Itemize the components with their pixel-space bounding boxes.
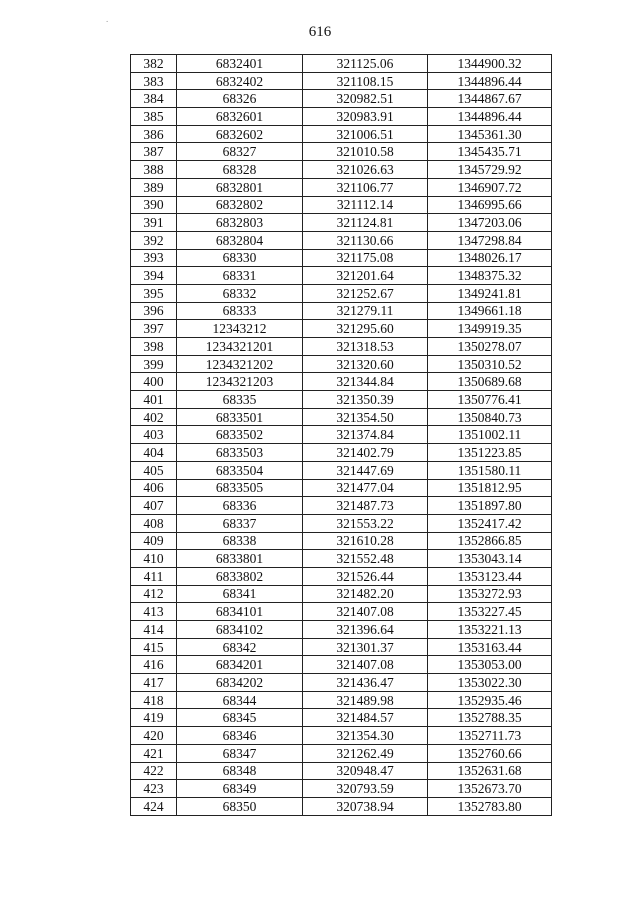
x-coordinate-cell: 321526.44	[303, 567, 428, 585]
row-index-cell: 386	[131, 125, 177, 143]
x-coordinate-cell: 321350.39	[303, 391, 428, 409]
y-coordinate-cell: 1351812.95	[428, 479, 552, 497]
row-index-cell: 424	[131, 797, 177, 815]
point-id-cell: 6833504	[177, 461, 303, 479]
point-id-cell: 68331	[177, 267, 303, 285]
x-coordinate-cell: 320983.91	[303, 108, 428, 126]
y-coordinate-cell: 1348375.32	[428, 267, 552, 285]
row-index-cell: 400	[131, 373, 177, 391]
table-row	[131, 391, 552, 409]
y-coordinate-cell: 1353221.13	[428, 621, 552, 639]
x-coordinate-cell: 321396.64	[303, 621, 428, 639]
x-coordinate-cell: 321175.08	[303, 249, 428, 267]
point-id-cell: 68330	[177, 249, 303, 267]
x-coordinate-cell: 321477.04	[303, 479, 428, 497]
y-coordinate-cell: 1353053.00	[428, 656, 552, 674]
x-coordinate-cell: 321006.51	[303, 125, 428, 143]
table-body	[131, 55, 552, 816]
row-index-cell: 393	[131, 249, 177, 267]
table-row	[131, 585, 552, 603]
x-coordinate-cell: 321484.57	[303, 709, 428, 727]
table-row	[131, 567, 552, 585]
table-row	[131, 656, 552, 674]
row-index-cell: 416	[131, 656, 177, 674]
point-id-cell: 6833801	[177, 550, 303, 568]
point-id-cell: 6834201	[177, 656, 303, 674]
x-coordinate-cell: 320948.47	[303, 762, 428, 780]
y-coordinate-cell: 1352417.42	[428, 514, 552, 532]
row-index-cell: 422	[131, 762, 177, 780]
table-row	[131, 178, 552, 196]
point-id-cell: 68349	[177, 780, 303, 798]
point-id-cell: 1234321201	[177, 338, 303, 356]
row-index-cell: 417	[131, 674, 177, 692]
y-coordinate-cell: 1351002.11	[428, 426, 552, 444]
point-id-cell: 1234321202	[177, 355, 303, 373]
table-row	[131, 497, 552, 515]
y-coordinate-cell: 1352783.80	[428, 797, 552, 815]
x-coordinate-cell: 320982.51	[303, 90, 428, 108]
point-id-cell: 68341	[177, 585, 303, 603]
x-coordinate-cell: 321010.58	[303, 143, 428, 161]
table-row	[131, 161, 552, 179]
table-row	[131, 797, 552, 815]
row-index-cell: 392	[131, 231, 177, 249]
row-index-cell: 415	[131, 638, 177, 656]
coordinates-table	[130, 54, 552, 816]
table-row	[131, 621, 552, 639]
table-row	[131, 638, 552, 656]
x-coordinate-cell: 321344.84	[303, 373, 428, 391]
x-coordinate-cell: 321252.67	[303, 284, 428, 302]
point-id-cell: 6832401	[177, 55, 303, 73]
x-coordinate-cell: 321552.48	[303, 550, 428, 568]
point-id-cell: 68327	[177, 143, 303, 161]
row-index-cell: 398	[131, 338, 177, 356]
y-coordinate-cell: 1345435.71	[428, 143, 552, 161]
row-index-cell: 403	[131, 426, 177, 444]
table-row	[131, 532, 552, 550]
x-coordinate-cell: 321201.64	[303, 267, 428, 285]
point-id-cell: 6833502	[177, 426, 303, 444]
row-index-cell: 387	[131, 143, 177, 161]
y-coordinate-cell: 1353272.93	[428, 585, 552, 603]
y-coordinate-cell: 1349919.35	[428, 320, 552, 338]
row-index-cell: 385	[131, 108, 177, 126]
x-coordinate-cell: 321354.30	[303, 727, 428, 745]
y-coordinate-cell: 1344867.67	[428, 90, 552, 108]
y-coordinate-cell: 1351223.85	[428, 444, 552, 462]
x-coordinate-cell: 321374.84	[303, 426, 428, 444]
table-row	[131, 408, 552, 426]
y-coordinate-cell: 1350840.73	[428, 408, 552, 426]
x-coordinate-cell: 321354.50	[303, 408, 428, 426]
y-coordinate-cell: 1350689.68	[428, 373, 552, 391]
y-coordinate-cell: 1352866.85	[428, 532, 552, 550]
point-id-cell: 6832402	[177, 72, 303, 90]
row-index-cell: 384	[131, 90, 177, 108]
point-id-cell: 68337	[177, 514, 303, 532]
row-index-cell: 401	[131, 391, 177, 409]
x-coordinate-cell: 321318.53	[303, 338, 428, 356]
y-coordinate-cell: 1352935.46	[428, 691, 552, 709]
row-index-cell: 404	[131, 444, 177, 462]
row-index-cell: 382	[131, 55, 177, 73]
row-index-cell: 421	[131, 744, 177, 762]
point-id-cell: 68342	[177, 638, 303, 656]
table-row	[131, 214, 552, 232]
x-coordinate-cell: 321487.73	[303, 497, 428, 515]
y-coordinate-cell: 1348026.17	[428, 249, 552, 267]
table-row	[131, 780, 552, 798]
row-index-cell: 423	[131, 780, 177, 798]
table-row	[131, 284, 552, 302]
x-coordinate-cell: 321112.14	[303, 196, 428, 214]
y-coordinate-cell: 1353163.44	[428, 638, 552, 656]
x-coordinate-cell: 321320.60	[303, 355, 428, 373]
row-index-cell: 418	[131, 691, 177, 709]
table-row	[131, 355, 552, 373]
y-coordinate-cell: 1346995.66	[428, 196, 552, 214]
row-index-cell: 391	[131, 214, 177, 232]
x-coordinate-cell: 321482.20	[303, 585, 428, 603]
table-row	[131, 143, 552, 161]
y-coordinate-cell: 1352673.70	[428, 780, 552, 798]
point-id-cell: 68350	[177, 797, 303, 815]
y-coordinate-cell: 1347203.06	[428, 214, 552, 232]
x-coordinate-cell: 321447.69	[303, 461, 428, 479]
x-coordinate-cell: 321279.11	[303, 302, 428, 320]
table-row	[131, 762, 552, 780]
y-coordinate-cell: 1351580.11	[428, 461, 552, 479]
y-coordinate-cell: 1349661.18	[428, 302, 552, 320]
row-index-cell: 396	[131, 302, 177, 320]
x-coordinate-cell: 320738.94	[303, 797, 428, 815]
point-id-cell: 6832803	[177, 214, 303, 232]
row-index-cell: 394	[131, 267, 177, 285]
row-index-cell: 413	[131, 603, 177, 621]
table-row	[131, 125, 552, 143]
point-id-cell: 6832602	[177, 125, 303, 143]
point-id-cell: 68347	[177, 744, 303, 762]
row-index-cell: 383	[131, 72, 177, 90]
point-id-cell: 68345	[177, 709, 303, 727]
point-id-cell: 6832804	[177, 231, 303, 249]
row-index-cell: 397	[131, 320, 177, 338]
page-number: 616	[308, 24, 332, 40]
table-row	[131, 373, 552, 391]
table-row	[131, 550, 552, 568]
x-coordinate-cell: 320793.59	[303, 780, 428, 798]
x-coordinate-cell: 321125.06	[303, 55, 428, 73]
point-id-cell: 6832801	[177, 178, 303, 196]
table-row	[131, 231, 552, 249]
y-coordinate-cell: 1351897.80	[428, 497, 552, 515]
y-coordinate-cell: 1350310.52	[428, 355, 552, 373]
row-index-cell: 405	[131, 461, 177, 479]
y-coordinate-cell: 1352788.35	[428, 709, 552, 727]
x-coordinate-cell: 321026.63	[303, 161, 428, 179]
x-coordinate-cell: 321489.98	[303, 691, 428, 709]
row-index-cell: 411	[131, 567, 177, 585]
y-coordinate-cell: 1350776.41	[428, 391, 552, 409]
row-index-cell: 389	[131, 178, 177, 196]
y-coordinate-cell: 1346907.72	[428, 178, 552, 196]
table-row	[131, 196, 552, 214]
row-index-cell: 410	[131, 550, 177, 568]
y-coordinate-cell: 1344900.32	[428, 55, 552, 73]
table-row	[131, 108, 552, 126]
table-row	[131, 426, 552, 444]
point-id-cell: 12343212	[177, 320, 303, 338]
y-coordinate-cell: 1353043.14	[428, 550, 552, 568]
row-index-cell: 409	[131, 532, 177, 550]
y-coordinate-cell: 1345729.92	[428, 161, 552, 179]
table-row	[131, 267, 552, 285]
y-coordinate-cell: 1345361.30	[428, 125, 552, 143]
point-id-cell: 6832601	[177, 108, 303, 126]
x-coordinate-cell: 321402.79	[303, 444, 428, 462]
y-coordinate-cell: 1349241.81	[428, 284, 552, 302]
y-coordinate-cell: 1352711.73	[428, 727, 552, 745]
point-id-cell: 68335	[177, 391, 303, 409]
row-index-cell: 395	[131, 284, 177, 302]
table-row	[131, 709, 552, 727]
x-coordinate-cell: 321295.60	[303, 320, 428, 338]
y-coordinate-cell: 1352631.68	[428, 762, 552, 780]
table-row	[131, 320, 552, 338]
point-id-cell: 6834202	[177, 674, 303, 692]
point-id-cell: 68346	[177, 727, 303, 745]
y-coordinate-cell: 1353123.44	[428, 567, 552, 585]
point-id-cell: 68333	[177, 302, 303, 320]
y-coordinate-cell: 1352760.66	[428, 744, 552, 762]
row-index-cell: 402	[131, 408, 177, 426]
table-row	[131, 514, 552, 532]
table-row	[131, 72, 552, 90]
point-id-cell: 68348	[177, 762, 303, 780]
table-row	[131, 727, 552, 745]
y-coordinate-cell: 1353022.30	[428, 674, 552, 692]
table-row	[131, 479, 552, 497]
table-row	[131, 603, 552, 621]
y-coordinate-cell: 1347298.84	[428, 231, 552, 249]
table-row	[131, 90, 552, 108]
point-id-cell: 6833503	[177, 444, 303, 462]
row-index-cell: 408	[131, 514, 177, 532]
point-id-cell: 6834101	[177, 603, 303, 621]
point-id-cell: 6833501	[177, 408, 303, 426]
x-coordinate-cell: 321610.28	[303, 532, 428, 550]
table-row	[131, 444, 552, 462]
table-row	[131, 55, 552, 73]
row-index-cell: 420	[131, 727, 177, 745]
row-index-cell: 419	[131, 709, 177, 727]
point-id-cell: 6833802	[177, 567, 303, 585]
x-coordinate-cell: 321262.49	[303, 744, 428, 762]
row-index-cell: 407	[131, 497, 177, 515]
row-index-cell: 406	[131, 479, 177, 497]
row-index-cell: 399	[131, 355, 177, 373]
point-id-cell: 68344	[177, 691, 303, 709]
point-id-cell: 68328	[177, 161, 303, 179]
point-id-cell: 68326	[177, 90, 303, 108]
x-coordinate-cell: 321130.66	[303, 231, 428, 249]
point-id-cell: 6832802	[177, 196, 303, 214]
x-coordinate-cell: 321553.22	[303, 514, 428, 532]
margin-mark: .	[106, 14, 109, 24]
x-coordinate-cell: 321301.37	[303, 638, 428, 656]
x-coordinate-cell: 321407.08	[303, 656, 428, 674]
row-index-cell: 412	[131, 585, 177, 603]
y-coordinate-cell: 1350278.07	[428, 338, 552, 356]
table-row	[131, 744, 552, 762]
table-row	[131, 461, 552, 479]
row-index-cell: 388	[131, 161, 177, 179]
row-index-cell: 390	[131, 196, 177, 214]
x-coordinate-cell: 321436.47	[303, 674, 428, 692]
table-row	[131, 302, 552, 320]
y-coordinate-cell: 1344896.44	[428, 72, 552, 90]
table-row	[131, 674, 552, 692]
table-row	[131, 249, 552, 267]
x-coordinate-cell: 321407.08	[303, 603, 428, 621]
y-coordinate-cell: 1353227.45	[428, 603, 552, 621]
point-id-cell: 68338	[177, 532, 303, 550]
point-id-cell: 6834102	[177, 621, 303, 639]
row-index-cell: 414	[131, 621, 177, 639]
x-coordinate-cell: 321108.15	[303, 72, 428, 90]
table-row	[131, 691, 552, 709]
table-row	[131, 338, 552, 356]
point-id-cell: 1234321203	[177, 373, 303, 391]
y-coordinate-cell: 1344896.44	[428, 108, 552, 126]
x-coordinate-cell: 321124.81	[303, 214, 428, 232]
point-id-cell: 6833505	[177, 479, 303, 497]
point-id-cell: 68336	[177, 497, 303, 515]
point-id-cell: 68332	[177, 284, 303, 302]
x-coordinate-cell: 321106.77	[303, 178, 428, 196]
